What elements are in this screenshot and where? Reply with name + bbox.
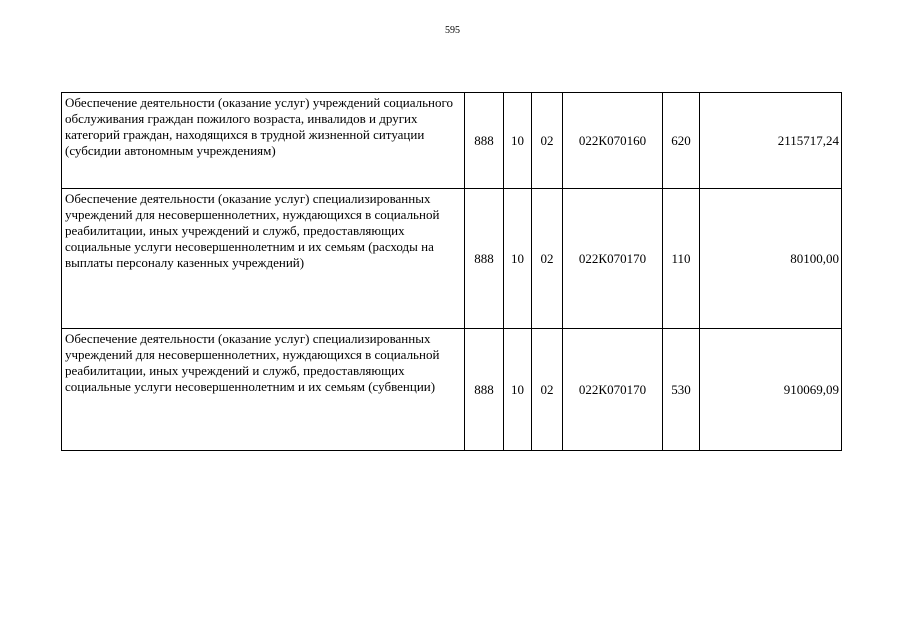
page-number: 595 (445, 25, 460, 36)
amount: 910069,09 (700, 329, 842, 451)
row-description: Обеспечение деятельности (оказание услуг) учреждений социального обслуживания граждан пожилого возраста, инвалидов и других категорий граждан, находящихся в трудной жизненной ситуации (субсидии автономным учреждениям) (62, 93, 465, 189)
table-row (62, 329, 842, 451)
section-code: 10 (504, 93, 532, 189)
section-code: 10 (504, 189, 532, 329)
amount: 80100,00 (700, 189, 842, 329)
ministry-code: 888 (465, 93, 504, 189)
budget-table (61, 92, 842, 451)
subsection-code: 02 (532, 329, 563, 451)
section-code: 10 (504, 329, 532, 451)
expense-type-code: 530 (663, 329, 700, 451)
amount: 2115717,24 (700, 93, 842, 189)
table-row (62, 189, 842, 329)
row-description: Обеспечение деятельности (оказание услуг) специализированных учреждений для несовершеннолетних, нуждающихся в социальной реабилитации, иных учреждений и служб, предоставляющих социальные услуги несовершеннолетним и их семьям (расходы на выплаты персоналу казенных учреждений) (62, 189, 465, 329)
subsection-code: 02 (532, 93, 563, 189)
ministry-code: 888 (465, 329, 504, 451)
target-article-code: 022К070170 (563, 329, 663, 451)
ministry-code: 888 (465, 189, 504, 329)
expense-type-code: 110 (663, 189, 700, 329)
row-description: Обеспечение деятельности (оказание услуг) специализированных учреждений для несовершеннолетних, нуждающихся в социальной реабилитации, иных учреждений и служб, предоставляющих социальные услуги несовершеннолетним и их семьям (субвенции) (62, 329, 465, 451)
subsection-code: 02 (532, 189, 563, 329)
table-row (62, 93, 842, 189)
expense-type-code: 620 (663, 93, 700, 189)
target-article-code: 022К070170 (563, 189, 663, 329)
target-article-code: 022К070160 (563, 93, 663, 189)
